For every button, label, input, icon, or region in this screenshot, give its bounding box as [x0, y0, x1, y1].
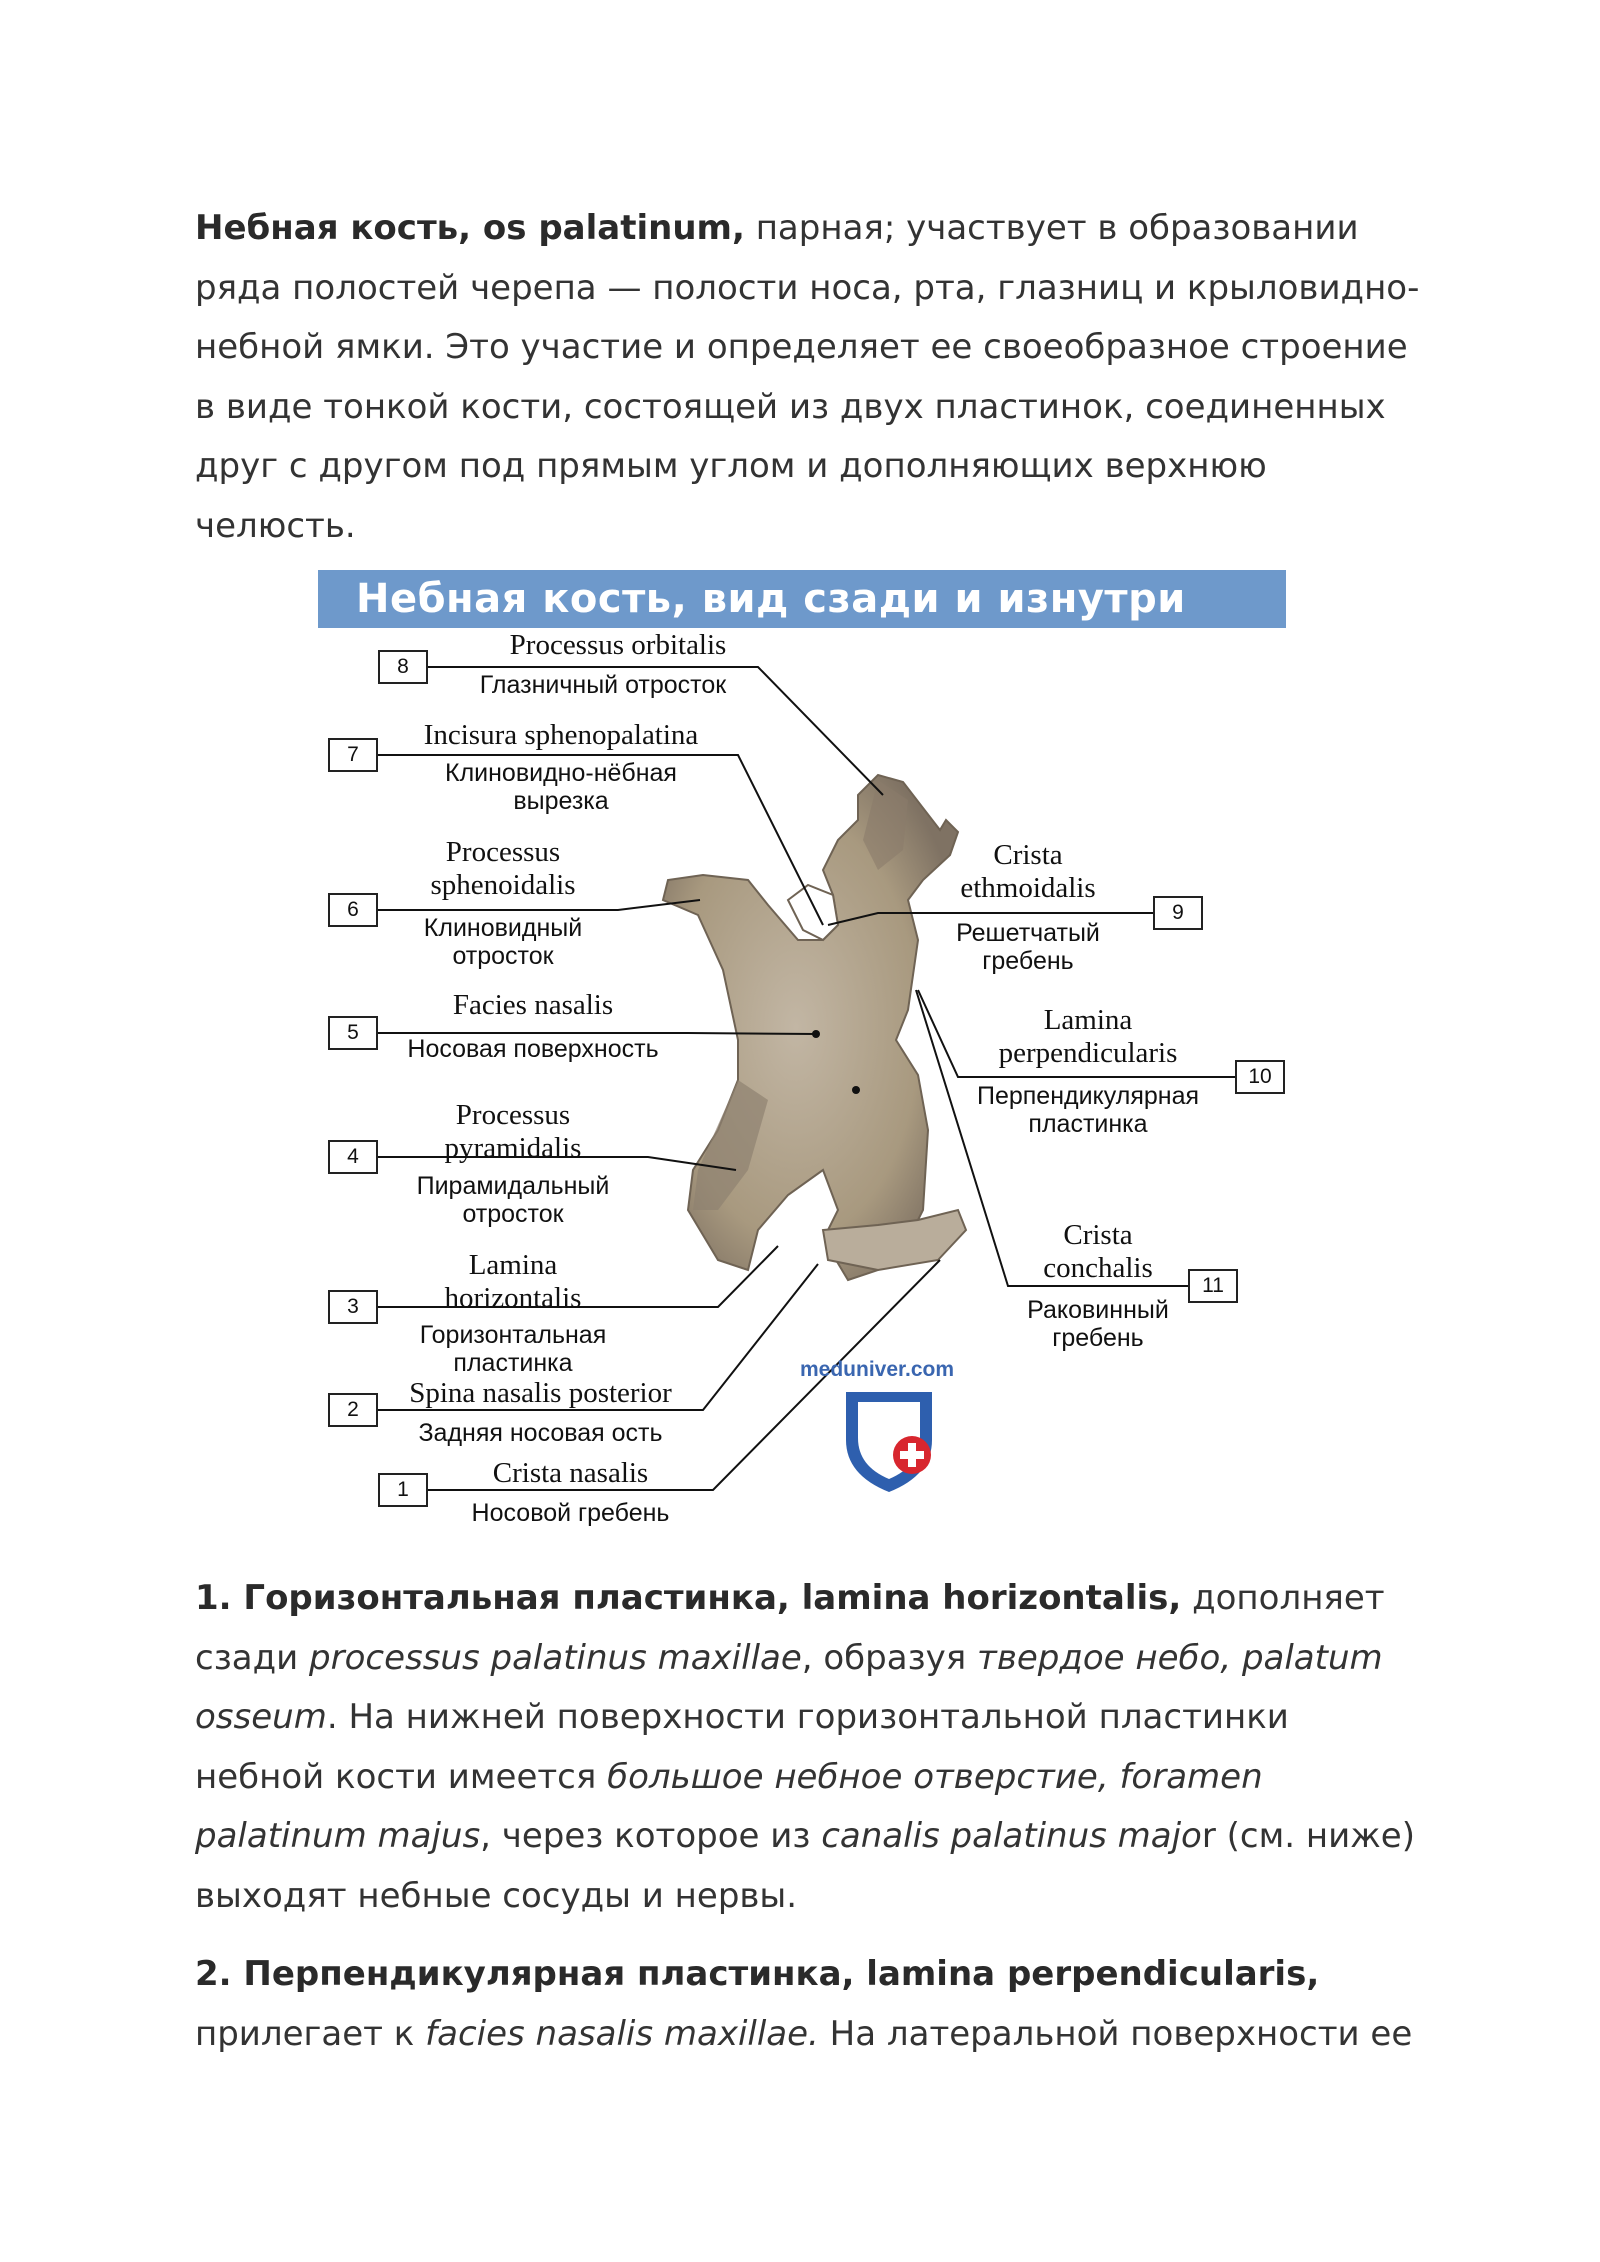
label-8-russian: Глазничный отросток — [479, 671, 727, 699]
label-number-3: 3 — [328, 1290, 378, 1324]
section-2-heading: 2. Перпендикулярная пластинка, lamina perpendicularis, — [195, 1954, 1320, 1994]
label-1-russian: Носовой гребень — [471, 1499, 670, 1527]
section-1-heading: 1. Горизонтальная пластинка, lamina horizontalis, — [195, 1578, 1182, 1618]
label-number-2: 2 — [328, 1393, 378, 1427]
section-2-paragraph — [195, 1945, 1425, 2064]
label-11-russian-1: Раковинный — [1027, 1296, 1169, 1324]
section-2-text: На латеральной поверхности ее — [818, 2013, 1413, 2054]
label-3-russian-1: Горизонтальная — [419, 1321, 607, 1349]
label-6-latin-2: sphenoidalis — [430, 869, 576, 901]
label-number-8: 8 — [378, 650, 428, 684]
label-4-russian-1: Пирамидальный — [416, 1172, 610, 1200]
section-1-term: большое небное отверстие, foramen palatinum majus — [195, 1756, 1263, 1856]
section-1-text: дополняет сзади — [195, 1578, 1385, 1678]
label-11-latin-1: Crista — [1063, 1219, 1133, 1251]
site-watermark: meduniver.com — [800, 1358, 955, 1381]
section-1-text: r (см. ниже) выходят небные сосуды и нервы. — [195, 1816, 1415, 1916]
label-7-latin: Incisura sphenopalatina — [423, 719, 699, 751]
label-9-latin-2: ethmoidalis — [960, 872, 1096, 904]
label-1-latin: Crista nasalis — [492, 1457, 649, 1489]
label-10-latin-1: Lamina — [1043, 1004, 1133, 1036]
label-2-russian: Задняя носовая ость — [418, 1419, 663, 1447]
label-3-latin-1: Lamina — [468, 1249, 558, 1281]
section-1-text: , через которое из — [480, 1816, 822, 1856]
section-2-term: facies nasalis maxillae. — [425, 2013, 819, 2054]
label-11-russian-2: гребень — [1052, 1324, 1144, 1352]
label-7-russian-1: Клиновидно-нёбная — [445, 759, 677, 787]
label-number-11: 11 — [1188, 1269, 1238, 1303]
intro-text: парная; участвует в образовании ряда полостей черепа — полости носа, рта, глазниц и крыловидно-небной ямки. Это участие и определяет ее своеобразное строение в виде тонкой кости, состоящей из двух пластинок, соединенных друг с другом под прямым углом и дополняющих верхнюю челюсть. — [195, 208, 1420, 546]
label-4-russian-2: отросток — [462, 1200, 564, 1228]
label-7-russian-2: вырезка — [513, 787, 609, 815]
label-9-latin-1: Crista — [993, 839, 1063, 871]
label-4-latin-2: pyramidalis — [444, 1132, 582, 1164]
label-8-latin: Processus orbitalis — [509, 629, 727, 661]
label-number-4: 4 — [328, 1140, 378, 1174]
label-9-russian-2: гребень — [982, 947, 1074, 975]
label-10-latin-2: perpendicularis — [998, 1037, 1178, 1069]
section-1-term: processus palatinus maxillae — [309, 1637, 802, 1678]
label-6-russian-1: Клиновидный — [423, 914, 583, 942]
label-4-latin-1: Processus — [455, 1099, 571, 1131]
label-5-latin: Facies nasalis — [452, 989, 614, 1021]
section-1-text: , образуя — [801, 1637, 978, 1678]
label-9-russian-1: Решетчатый — [956, 919, 1100, 947]
palatine-bone-figure — [318, 570, 1286, 1545]
label-number-5: 5 — [328, 1016, 378, 1050]
intro-paragraph — [195, 199, 1425, 556]
label-number-1: 1 — [378, 1473, 428, 1507]
section-1-text: . На нижней поверхности горизонтальной пластинки небной кости имеется — [195, 1697, 1289, 1797]
label-number-6: 6 — [328, 893, 378, 927]
figure-title: Небная кость, вид сзади и изнутри — [356, 576, 1186, 622]
shield-logo-icon — [318, 570, 1286, 1545]
section-1-term: canalis palatinus majo — [821, 1816, 1202, 1856]
label-11-latin-2: conchalis — [1043, 1252, 1153, 1284]
intro-term: Небная кость, os palatinum, — [195, 208, 745, 248]
label-5-russian: Носовая поверхность — [407, 1035, 659, 1063]
section-2-text: прилегает к — [195, 2013, 426, 2054]
label-10-russian-1: Перпендикулярная — [976, 1082, 1200, 1110]
label-number-7: 7 — [328, 738, 378, 772]
label-3-russian-2: пластинка — [453, 1349, 573, 1377]
label-10-russian-2: пластинка — [1028, 1110, 1148, 1138]
label-6-russian-2: отросток — [452, 942, 554, 970]
label-2-latin: Spina nasalis posterior — [409, 1377, 672, 1409]
label-number-10: 10 — [1235, 1060, 1285, 1094]
section-1-term: твердое небо, palatum osseum — [195, 1637, 1383, 1737]
section-1-paragraph — [195, 1569, 1425, 1926]
label-3-latin-2: horizontalis — [444, 1282, 582, 1314]
label-6-latin-1: Processus — [445, 836, 561, 868]
label-number-9: 9 — [1153, 896, 1203, 930]
